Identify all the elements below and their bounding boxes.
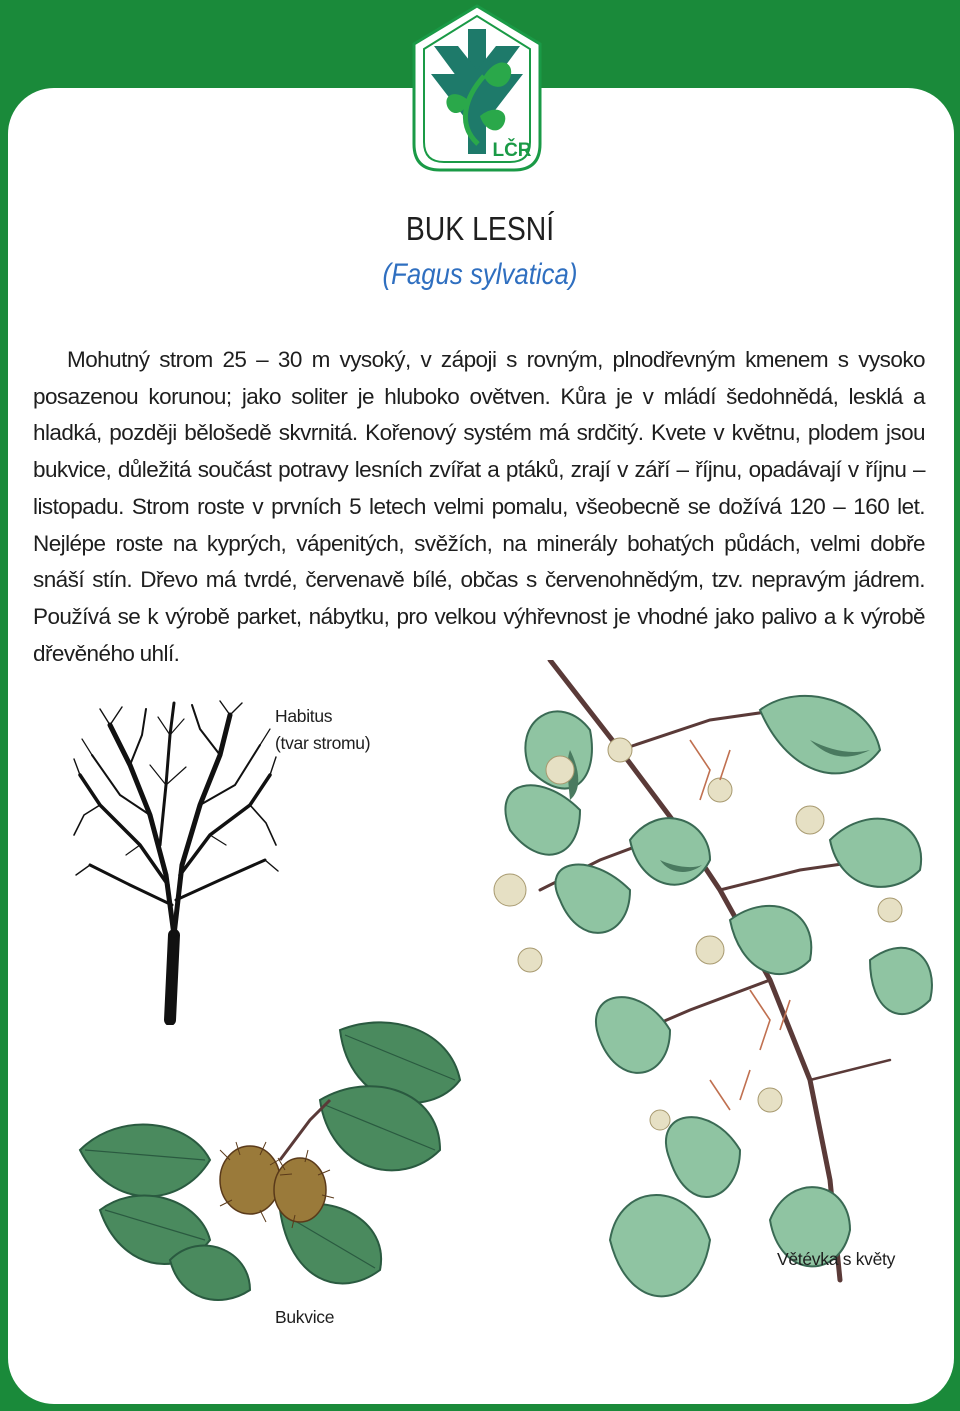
description-paragraph: Mohutný strom 25 – 30 m vysoký, v zápoji s rovným, plnodřevným kmenem s vysoko posazenou korunou; jako soliter je hluboko ovětven. Kůra je v mládí šedohnědá, lesklá a hladká, později bělošedě skvrnitá. Kořenový systém má srdčitý. Kvete v květnu, plodem jsou bukvice, důležitá součást potravy lesních zvířat a ptáků, zrají v září – říjnu, opadávají v říjnu – listopadu. Strom roste v prvních 5 letech velmi pomalu, všeobecně se dožívá 120 – 160 let. Nejlépe roste na kyprých, vápenitých, svěžích, na minerály bohatých půdách, velmi dobře snáší stín. Dřevo má tvrdé, červenavě bílé, občas s červenohnědým, tzv. nepravým jádrem. Používá se k výrobě parket, nábytku, pro velkou výhřevnost je vhodné jako palivo a k výrobě dřevěného uhlí. <box>33 347 925 666</box>
latin-name: (Fagus sylvatica) <box>382 258 578 291</box>
lcr-logo-icon <box>406 4 548 174</box>
caption-nuts: Bukvice <box>275 1307 335 1327</box>
tree-habitus-illustration <box>70 695 280 1025</box>
leaves-and-nuts-illustration <box>60 1010 470 1310</box>
caption-habitus: Habitus (tvar stromu) <box>275 706 371 753</box>
page-title: BUK LESNÍ <box>405 210 555 247</box>
logo-text: LČR <box>492 140 532 161</box>
caption-branch: Větévka s květy <box>777 1249 896 1269</box>
